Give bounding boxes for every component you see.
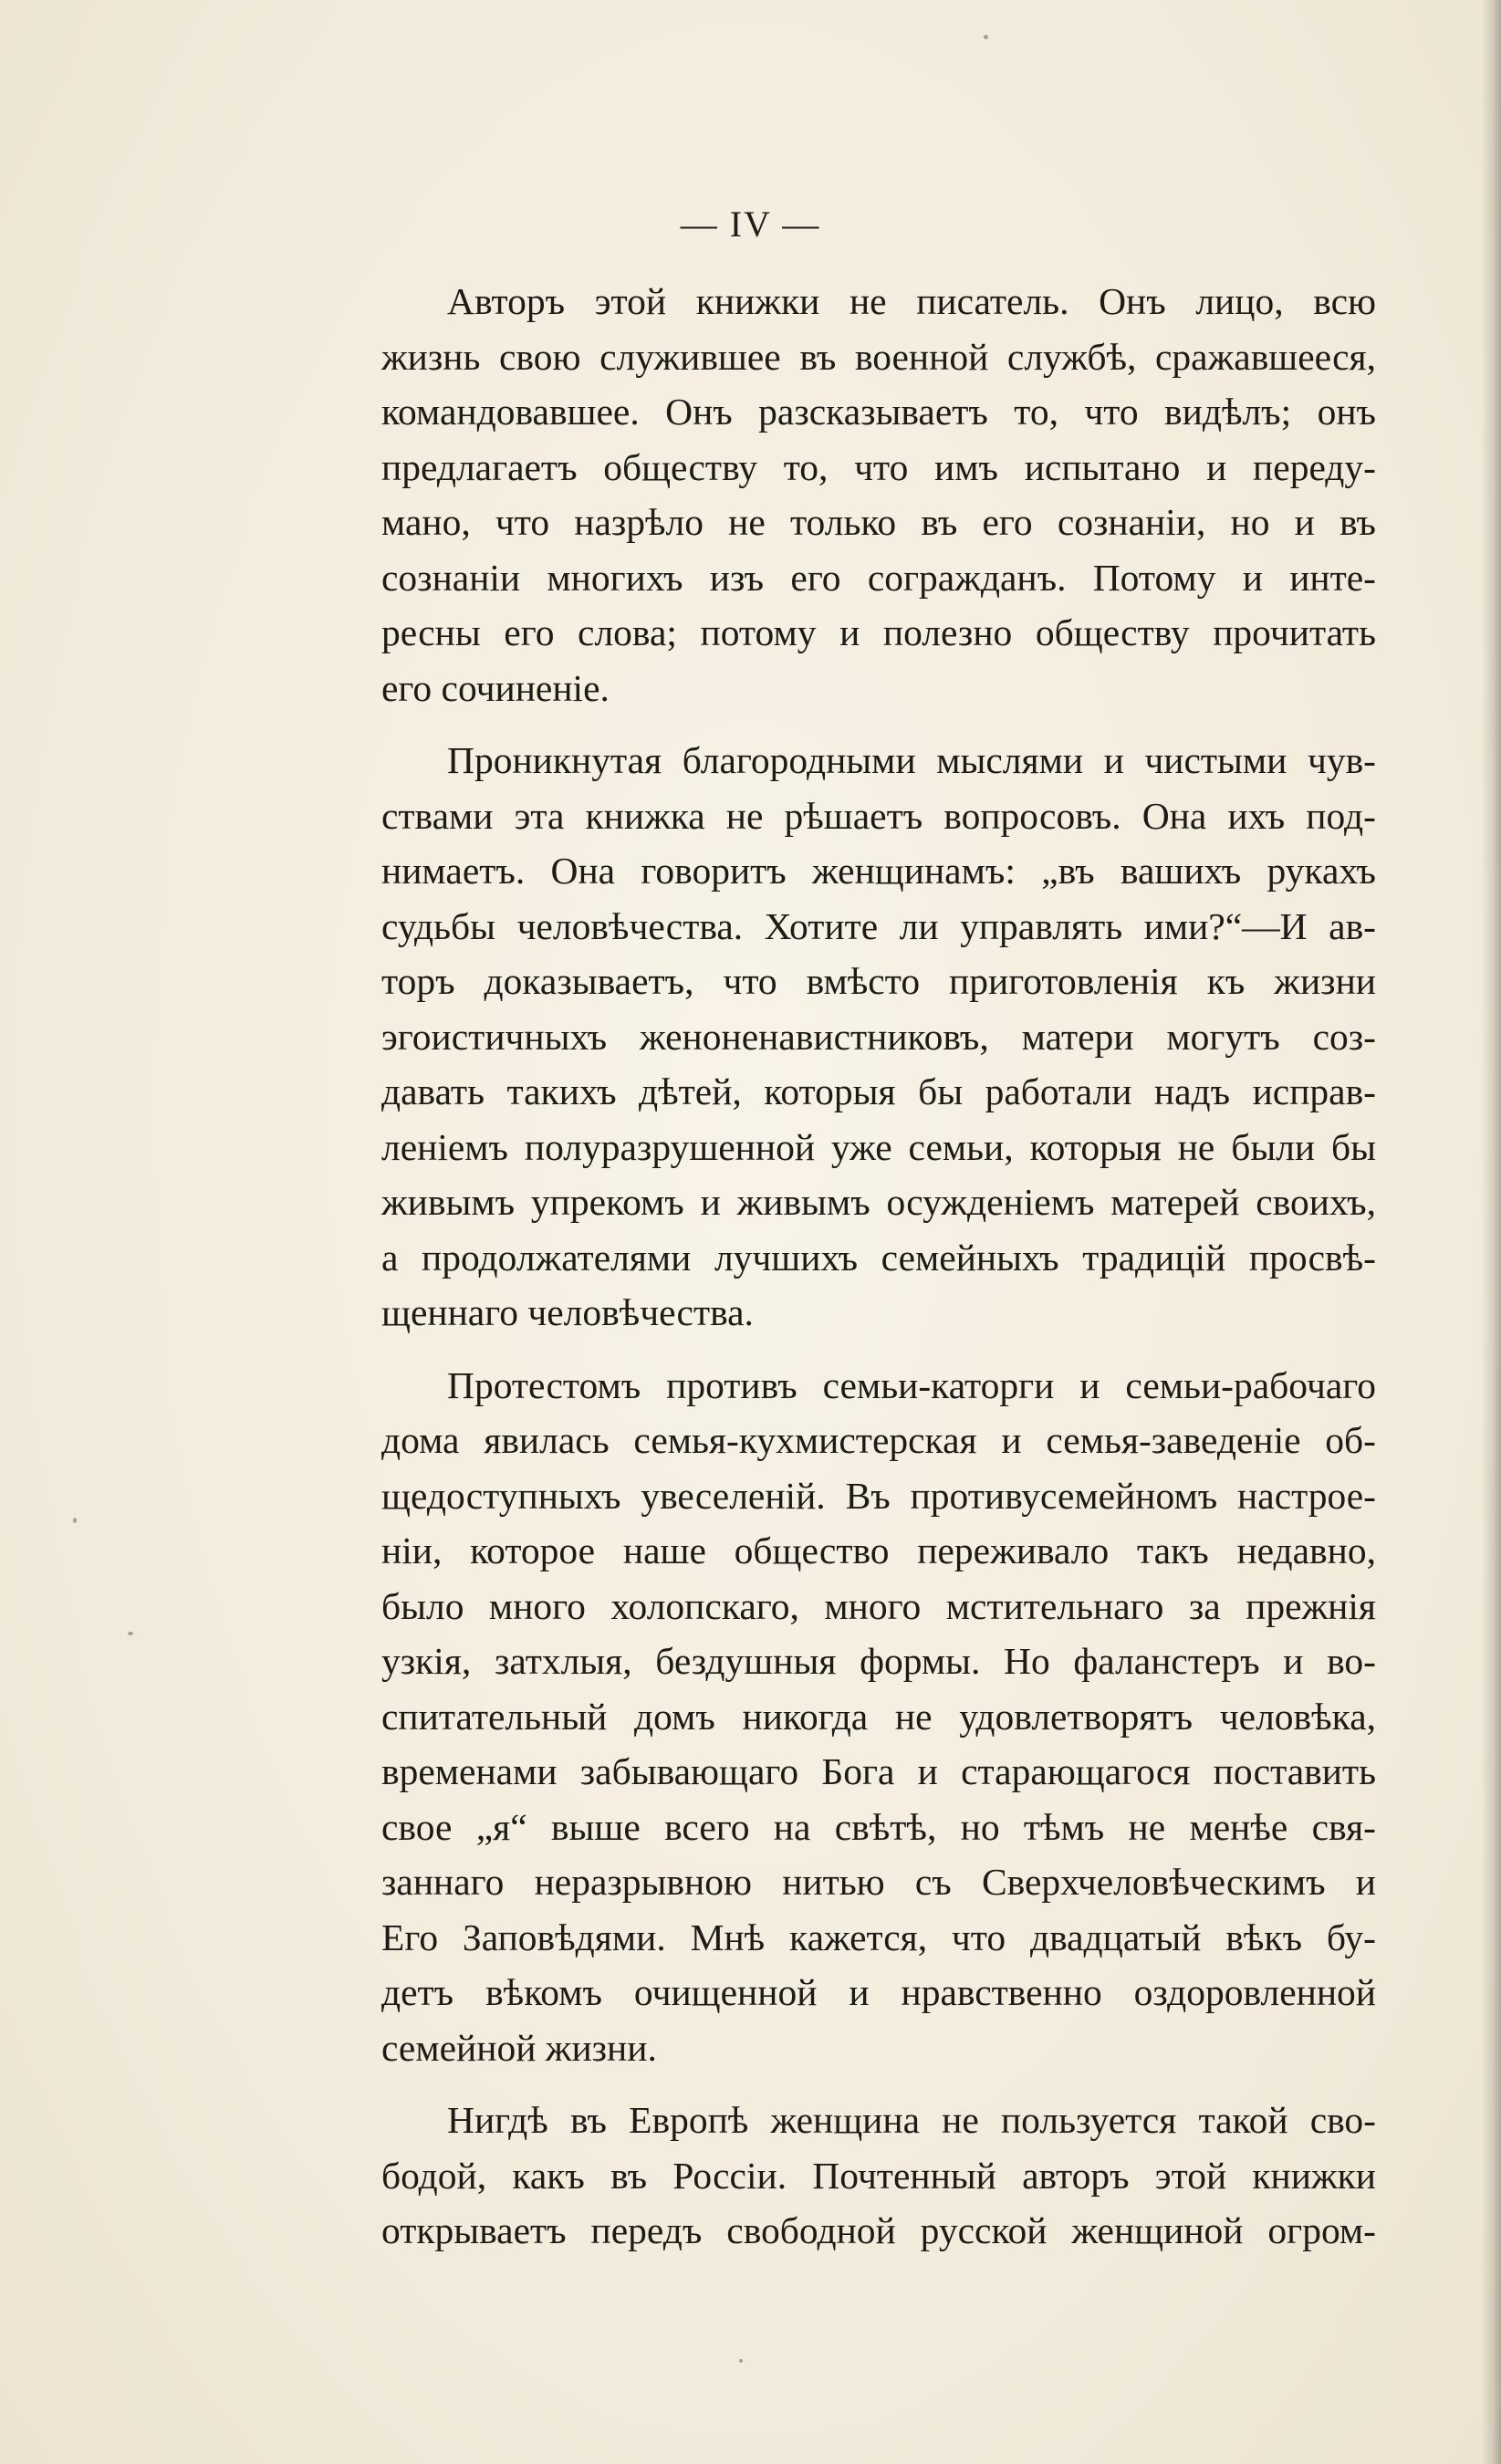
text-line: ствами эта книжка не рѣшаетъ вопросовъ. Она ихъ под- bbox=[381, 794, 1376, 837]
page-edge-shadow bbox=[1481, 0, 1501, 2464]
paragraph-4 bbox=[316, 2093, 1376, 2259]
paper-speck bbox=[739, 2359, 743, 2363]
text-line: семейной жизни. bbox=[381, 2026, 657, 2069]
text-line: нiи, которое наше общество переживало такъ недавно, bbox=[381, 1530, 1376, 1571]
text-line: Авторъ этой книжки не писатель. Онъ лицо, всю bbox=[447, 280, 1376, 322]
paper-speck bbox=[128, 1632, 133, 1635]
paragraph-2 bbox=[316, 733, 1376, 1341]
text-line: его сочиненiе. bbox=[381, 666, 610, 709]
text-line: спитательный домъ никогда не удовлетворятъ человѣка, bbox=[381, 1695, 1376, 1738]
text-line: живымъ упрекомъ и живымъ осужденiемъ матерей своихъ, bbox=[381, 1181, 1376, 1223]
paper-speck bbox=[73, 1518, 77, 1523]
text-line: предлагаетъ обществу то, что имъ испытано и переду- bbox=[381, 445, 1376, 488]
text-line: временами забывающаго Бога и старающагося поставить bbox=[381, 1750, 1376, 1792]
text-line: дома явилась семья-кухмистерская и семья-заведенiе об- bbox=[381, 1419, 1376, 1461]
text-line: Нигдѣ въ Европѣ женщина не пользуется такой сво- bbox=[447, 2099, 1376, 2141]
text-line: щедоступныхъ увеселеній. Въ противусемейномъ настрое- bbox=[381, 1474, 1376, 1517]
page-number-header: — IV — bbox=[680, 204, 821, 245]
text-line: Его Заповѣдями. Мнѣ кажется, что двадцатый вѣкъ бу- bbox=[381, 1916, 1376, 1958]
paper-speck bbox=[984, 35, 988, 39]
text-line: заннаго неразрывною нитью съ Сверхчеловѣческимъ и bbox=[381, 1861, 1376, 1903]
paragraph-3 bbox=[316, 1358, 1376, 2076]
text-line: бодой, какъ въ Россiи. Почтенный авторъ этой книжки bbox=[381, 2154, 1376, 2197]
text-line: жизнь свою служившее въ военной службѣ, сражавшееся, bbox=[381, 335, 1376, 378]
text-line: торъ доказываетъ, что вмѣсто приготовленія къ жизни bbox=[381, 960, 1376, 1002]
text-line: ленiемъ полуразрушенной уже семьи, которыя не были бы bbox=[381, 1125, 1376, 1168]
text-line: открываетъ передъ свободной русской женщиной огром- bbox=[381, 2209, 1376, 2251]
text-line: командовавшее. Онъ разсказываетъ то, что видѣлъ; онъ bbox=[381, 391, 1376, 433]
text-line: ресны его слова; потому и полезно обществу прочитать bbox=[381, 611, 1376, 653]
body-text bbox=[316, 274, 1376, 2276]
paragraph-1 bbox=[316, 274, 1376, 715]
text-line: щеннаго человѣчества. bbox=[381, 1291, 754, 1333]
text-line: нимаетъ. Она говоритъ женщинамъ: „въ вашихъ рукахъ bbox=[381, 850, 1376, 892]
text-line: детъ вѣкомъ очищенной и нравственно оздоровленной bbox=[381, 1971, 1376, 2013]
text-line: сознанiи многихъ изъ его согражданъ. Потому и инте- bbox=[381, 556, 1376, 599]
text-line: было много холопскаго, много мстительнаго за прежнія bbox=[381, 1584, 1376, 1627]
text-line: узкiя, затхлыя, бездушныя формы. Но фаланстеръ и во- bbox=[381, 1640, 1376, 1682]
text-line: а продолжателями лучшихъ семейныхъ традицій просвѣ- bbox=[381, 1236, 1376, 1279]
text-line: давать такихъ дѣтей, которыя бы работали надъ исправ- bbox=[381, 1070, 1376, 1112]
text-line: судьбы человѣчества. Хотите ли управлять ими?“—И ав- bbox=[381, 904, 1376, 947]
text-line: эгоистичныхъ женоненавистниковъ, матери могутъ соз- bbox=[381, 1015, 1376, 1058]
text-line: Проникнутая благородными мыслями и чистыми чув- bbox=[447, 739, 1376, 781]
text-line: Протестомъ противъ семьи-каторги и семьи-рабочаго bbox=[447, 1363, 1376, 1406]
text-line: мано, что назрѣло не только въ его сознанiи, но и въ bbox=[381, 501, 1376, 543]
text-line: свое „я“ выше всего на свѣтѣ, но тѣмъ не менѣе свя- bbox=[381, 1805, 1376, 1848]
